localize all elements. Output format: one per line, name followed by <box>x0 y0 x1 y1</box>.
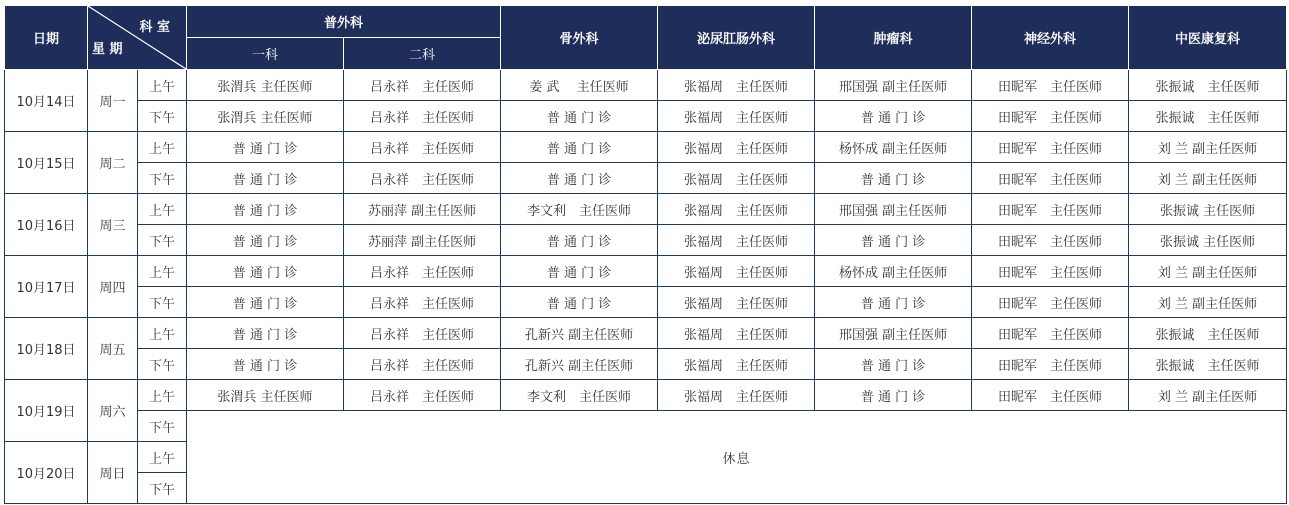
date-cell: 10月20日 <box>5 442 88 504</box>
doctor-cell: 吕永祥 主任医师 <box>344 163 501 194</box>
doctor-cell: 普 通 门 诊 <box>187 349 344 380</box>
table-row <box>5 380 1287 411</box>
doctor-cell: 普 通 门 诊 <box>187 225 344 256</box>
doctor-cell: 普 通 门 诊 <box>815 349 972 380</box>
doctor-cell: 普 通 门 诊 <box>501 101 658 132</box>
header-dept: 科 室 <box>139 20 170 35</box>
doctor-cell: 普 通 门 诊 <box>187 132 344 163</box>
period-cell: 下午 <box>138 287 187 318</box>
period-cell: 上午 <box>138 318 187 349</box>
weekday-cell: 周五 <box>88 318 138 380</box>
doctor-cell: 田昵军 主任医师 <box>972 163 1129 194</box>
doctor-cell: 孔新兴 副主任医师 <box>501 318 658 349</box>
doctor-cell: 普 通 门 诊 <box>815 380 972 411</box>
doctor-cell: 张福周 主任医师 <box>658 349 815 380</box>
doctor-cell: 田昵军 主任医师 <box>972 380 1129 411</box>
header-tcm-rehab: 中医康复科 <box>1129 6 1287 70</box>
doctor-cell: 田昵军 主任医师 <box>972 70 1129 101</box>
doctor-cell: 普 通 门 诊 <box>187 194 344 225</box>
header-oncology: 肿瘤科 <box>815 6 972 70</box>
table-header <box>5 6 1287 70</box>
doctor-cell: 张福周 主任医师 <box>658 132 815 163</box>
doctor-cell: 普 通 门 诊 <box>501 132 658 163</box>
date-cell: 10月19日 <box>5 380 88 442</box>
doctor-cell: 张福周 主任医师 <box>658 287 815 318</box>
period-cell: 下午 <box>138 101 187 132</box>
date-cell: 10月15日 <box>5 132 88 194</box>
doctor-cell: 张振诚 主任医师 <box>1129 349 1287 380</box>
table-row <box>5 70 1287 101</box>
period-cell: 上午 <box>138 256 187 287</box>
weekday-cell: 周二 <box>88 132 138 194</box>
doctor-cell: 邢国强 副主任医师 <box>815 318 972 349</box>
table-body <box>5 70 1287 504</box>
header-weekday: 星 期 <box>92 42 123 57</box>
doctor-cell: 吕永祥 主任医师 <box>344 70 501 101</box>
header-sub-dept-1: 一科 <box>187 38 344 70</box>
doctor-cell: 刘 兰 副主任医师 <box>1129 287 1287 318</box>
date-cell: 10月16日 <box>5 194 88 256</box>
doctor-cell: 普 通 门 诊 <box>187 318 344 349</box>
doctor-cell: 张振诚 主任医师 <box>1129 318 1287 349</box>
table-row <box>5 318 1287 349</box>
doctor-cell: 吕永祥 主任医师 <box>344 349 501 380</box>
header-urology: 泌尿肛肠外科 <box>658 6 815 70</box>
doctor-cell: 普 通 门 诊 <box>815 163 972 194</box>
outpatient-schedule-table <box>4 5 1287 504</box>
doctor-cell: 张振诚 主任医师 <box>1129 101 1287 132</box>
period-cell: 上午 <box>138 194 187 225</box>
doctor-cell: 张振诚 主任医师 <box>1129 225 1287 256</box>
table-row <box>5 411 1287 442</box>
doctor-cell: 刘 兰 副主任医师 <box>1129 256 1287 287</box>
header-sub-dept-2: 二科 <box>344 38 501 70</box>
doctor-cell: 张振诚 主任医师 <box>1129 194 1287 225</box>
table-row <box>5 163 1287 194</box>
doctor-cell: 张福周 主任医师 <box>658 194 815 225</box>
period-cell: 下午 <box>138 411 187 442</box>
doctor-cell: 吕永祥 主任医师 <box>344 380 501 411</box>
period-cell: 上午 <box>138 70 187 101</box>
doctor-cell: 普 通 门 诊 <box>501 225 658 256</box>
doctor-cell: 刘 兰 副主任医师 <box>1129 132 1287 163</box>
doctor-cell: 吕永祥 主任医师 <box>344 132 501 163</box>
doctor-cell: 田昵军 主任医师 <box>972 256 1129 287</box>
doctor-cell: 田昵军 主任医师 <box>972 101 1129 132</box>
weekday-cell: 周六 <box>88 380 138 442</box>
period-cell: 上午 <box>138 442 187 473</box>
doctor-cell: 张福周 主任医师 <box>658 256 815 287</box>
table-row <box>5 225 1287 256</box>
date-cell: 10月18日 <box>5 318 88 380</box>
doctor-cell: 吕永祥 主任医师 <box>344 318 501 349</box>
doctor-cell: 田昵军 主任医师 <box>972 194 1129 225</box>
doctor-cell: 普 通 门 诊 <box>815 287 972 318</box>
doctor-cell: 普 通 门 诊 <box>187 287 344 318</box>
weekday-cell: 周一 <box>88 70 138 132</box>
doctor-cell: 苏丽萍 副主任医师 <box>344 225 501 256</box>
header-neurosurgery: 神经外科 <box>972 6 1129 70</box>
table-row <box>5 349 1287 380</box>
date-cell: 10月17日 <box>5 256 88 318</box>
doctor-cell: 邢国强 副主任医师 <box>815 194 972 225</box>
period-cell: 下午 <box>138 225 187 256</box>
table-row <box>5 101 1287 132</box>
doctor-cell: 普 通 门 诊 <box>815 225 972 256</box>
doctor-cell: 普 通 门 诊 <box>187 256 344 287</box>
doctor-cell: 苏丽萍 副主任医师 <box>344 194 501 225</box>
doctor-cell: 张渭兵 主任医师 <box>187 70 344 101</box>
table-row <box>5 256 1287 287</box>
weekday-cell: 周日 <box>88 442 138 504</box>
doctor-cell: 吕永祥 主任医师 <box>344 287 501 318</box>
doctor-cell: 田昵军 主任医师 <box>972 287 1129 318</box>
doctor-cell: 张福周 主任医师 <box>658 163 815 194</box>
rest-cell: 休息 <box>187 411 1287 504</box>
doctor-cell: 田昵军 主任医师 <box>972 225 1129 256</box>
header-general-surgery: 普外科 <box>187 6 501 38</box>
doctor-cell: 杨怀成 副主任医师 <box>815 132 972 163</box>
weekday-cell: 周四 <box>88 256 138 318</box>
doctor-cell: 张福周 主任医师 <box>658 380 815 411</box>
doctor-cell: 姜 武 主任医师 <box>501 70 658 101</box>
period-cell: 下午 <box>138 163 187 194</box>
doctor-cell: 李文利 主任医师 <box>501 194 658 225</box>
doctor-cell: 张渭兵 主任医师 <box>187 101 344 132</box>
doctor-cell: 孔新兴 副主任医师 <box>501 349 658 380</box>
doctor-cell: 张福周 主任医师 <box>658 70 815 101</box>
doctor-cell: 田昵军 主任医师 <box>972 318 1129 349</box>
doctor-cell: 普 通 门 诊 <box>815 101 972 132</box>
table-row <box>5 287 1287 318</box>
table-row <box>5 132 1287 163</box>
doctor-cell: 张福周 主任医师 <box>658 225 815 256</box>
doctor-cell: 李文利 主任医师 <box>501 380 658 411</box>
header-date: 日期 <box>5 6 88 70</box>
date-cell: 10月14日 <box>5 70 88 132</box>
doctor-cell: 普 通 门 诊 <box>501 163 658 194</box>
doctor-cell: 刘 兰 副主任医师 <box>1129 380 1287 411</box>
period-cell: 下午 <box>138 349 187 380</box>
doctor-cell: 张福周 主任医师 <box>658 101 815 132</box>
doctor-cell: 普 通 门 诊 <box>501 256 658 287</box>
doctor-cell: 邢国强 副主任医师 <box>815 70 972 101</box>
doctor-cell: 普 通 门 诊 <box>187 163 344 194</box>
header-weekday-dept-diagonal <box>88 6 187 70</box>
doctor-cell: 普 通 门 诊 <box>501 287 658 318</box>
header-orthopedics: 骨外科 <box>501 6 658 70</box>
period-cell: 上午 <box>138 380 187 411</box>
doctor-cell: 吕永祥 主任医师 <box>344 256 501 287</box>
weekday-cell: 周三 <box>88 194 138 256</box>
doctor-cell: 吕永祥 主任医师 <box>344 101 501 132</box>
doctor-cell: 田昵军 主任医师 <box>972 349 1129 380</box>
table-row <box>5 194 1287 225</box>
period-cell: 下午 <box>138 473 187 504</box>
doctor-cell: 张渭兵 主任医师 <box>187 380 344 411</box>
doctor-cell: 田昵军 主任医师 <box>972 132 1129 163</box>
doctor-cell: 张振诚 主任医师 <box>1129 70 1287 101</box>
period-cell: 上午 <box>138 132 187 163</box>
doctor-cell: 张福周 主任医师 <box>658 318 815 349</box>
doctor-cell: 杨怀成 副主任医师 <box>815 256 972 287</box>
doctor-cell: 刘 兰 副主任医师 <box>1129 163 1287 194</box>
